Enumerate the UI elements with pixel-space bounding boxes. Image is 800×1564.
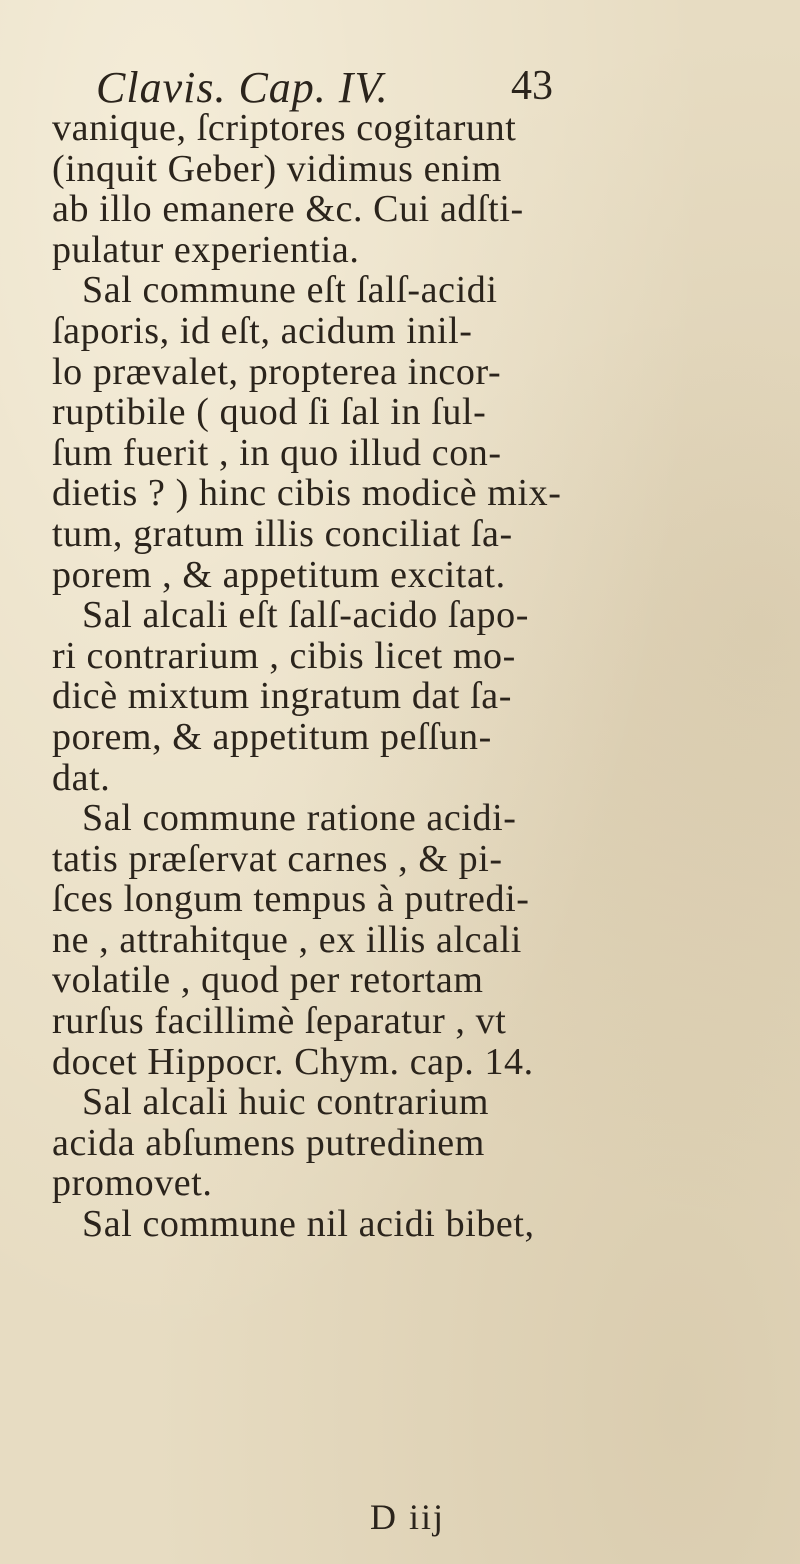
signature-mark: D iij	[370, 1497, 446, 1537]
page-number: 43	[511, 63, 553, 109]
text-line: ruptibile ( quod ſi ſal in ſul-	[52, 391, 487, 434]
running-head-title: Clavis. Cap. IV.	[96, 63, 389, 112]
text-line: dietis ? ) hinc cibis modicè mix-	[52, 472, 562, 515]
text-line: promovet.	[52, 1162, 213, 1205]
text-line: porem , & appetitum excitat.	[52, 553, 506, 596]
body-text	[52, 108, 742, 1245]
text-line: porem, & appetitum peſſun-	[52, 715, 492, 758]
text-line: rurſus facillimè ſeparatur , vt	[52, 1000, 507, 1043]
text-line: dicè mixtum ingratum dat ſa-	[52, 675, 513, 718]
text-line: ne , attrahitque , ex illis alcali	[52, 918, 522, 961]
text-line: Sal commune ratione acidi-	[82, 797, 517, 840]
text-line: tum, gratum illis conciliat ſa-	[52, 512, 513, 555]
text-line: ſum fuerit , in quo illud con-	[52, 431, 502, 474]
text-line: ſces longum tempus à putredi-	[52, 878, 530, 921]
text-line: Sal alcali huic contrarium	[82, 1081, 490, 1124]
text-line: Sal commune nil acidi bibet,	[82, 1203, 535, 1246]
text-line: docet Hippocr. Chym. cap. 14.	[52, 1040, 534, 1083]
text-line: Sal alcali eſt ſalſ-acido ſapo-	[82, 594, 529, 637]
text-line: vanique, ſcriptores cogitarunt	[52, 107, 517, 149]
text-line: dat.	[52, 756, 111, 799]
text-line: tatis præſervat carnes , & pi-	[52, 837, 503, 880]
text-line: volatile , quod per retortam	[52, 959, 484, 1002]
text-line: ſaporis, id eſt, acidum inil-	[52, 309, 473, 352]
text-line: Sal commune eſt ſalſ-acidi	[82, 269, 498, 312]
text-line: ri contrarium , cibis licet mo-	[52, 634, 516, 677]
text-line: lo prævalet, propterea incor-	[52, 350, 502, 393]
text-line: acida abſumens putredinem	[52, 1121, 485, 1164]
text-line: ab illo emanere &c. Cui adſti-	[52, 188, 524, 231]
text-line: (inquit Geber) vidimus enim	[52, 147, 502, 190]
text-line: pulatur experientia.	[52, 228, 360, 271]
